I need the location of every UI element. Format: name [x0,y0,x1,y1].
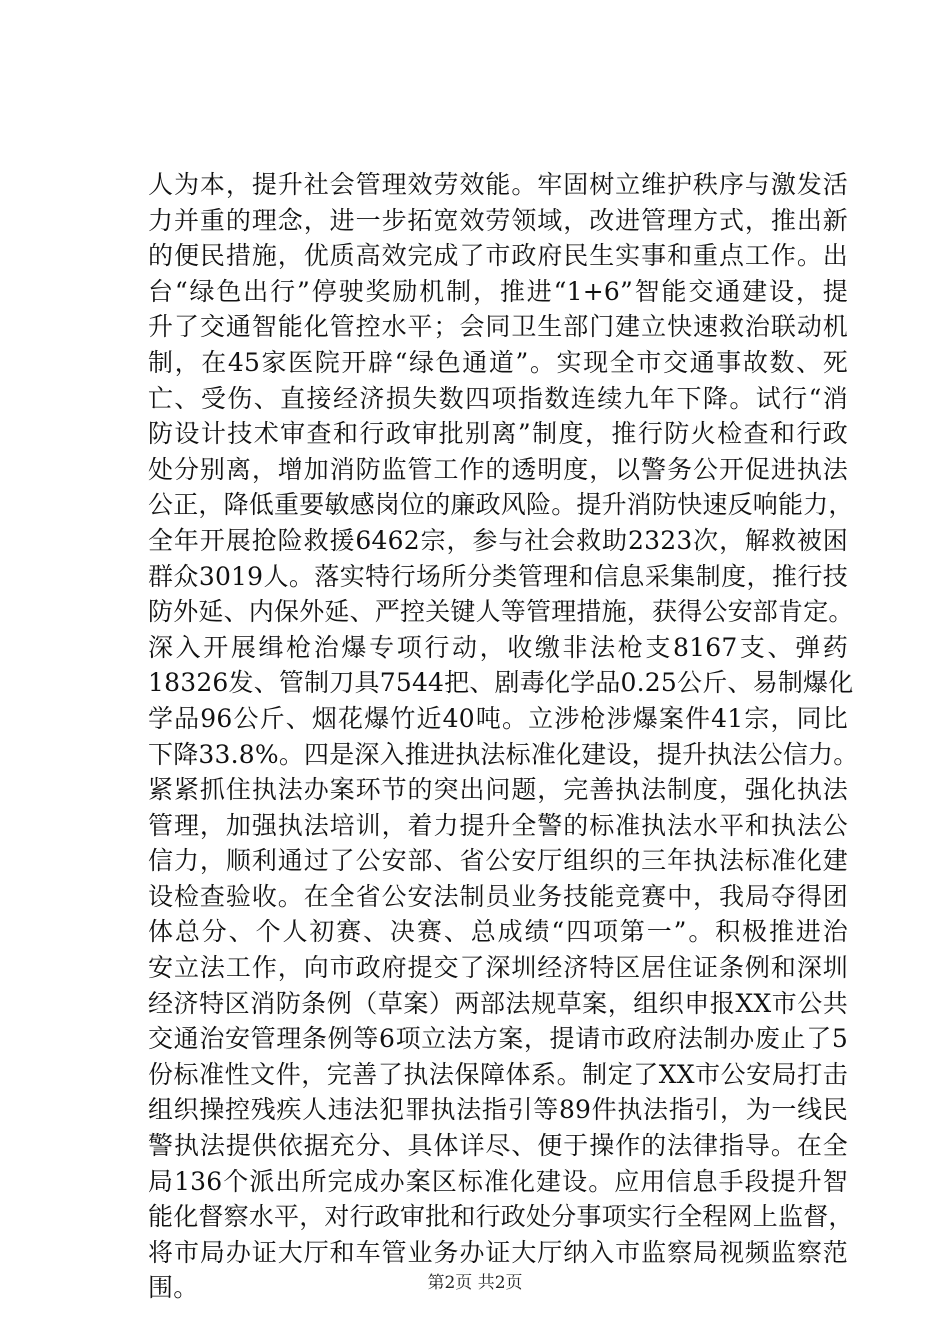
text-line: 群众3019人。落实特行场所分类管理和信息采集制度，推行技 [148,561,848,591]
text-line: 安立法工作，向市政府提交了深圳经济特区居住证条例和深圳 [148,953,848,983]
text-line: 台“绿色出行”停驶奖励机制，推进“1+6”智能交通建设，提 [148,276,848,306]
text-line: 升了交通智能化管控水平；会同卫生部门建立快速救治联动机 [148,312,848,342]
text-line: 将市局办证大厅和车管业务办证大厅纳入市监察局视频监察范 [148,1237,848,1267]
text-line: 体总分、个人初赛、决赛、总成绩“四项第一”。积极推进治 [148,917,848,947]
text-line: 处分别离，增加消防监管工作的透明度，以警务公开促进执法 [148,454,848,484]
text-line: 防设计技术审查和行政审批别离”制度，推行防火检查和行政 [148,419,848,449]
text-line: 警执法提供依据充分、具体详尽、便于操作的法律指导。在全 [148,1131,848,1161]
text-line: 公正，降低重要敏感岗位的廉政风险。提升消防快速反响能力， [148,490,854,520]
text-line: 经济特区消防条例（草案）两部法规草案，组织申报XX市公共 [148,988,848,1018]
text-line: 亡、受伤、直接经济损失数四项指数连续九年下降。试行“消 [148,383,848,413]
text-line: 设检查验收。在全省公安法制员业务技能竞赛中，我局夺得团 [148,881,848,911]
body-paragraph [148,167,859,1306]
text-line: 制，在45家医院开辟“绿色通道”。实现全市交通事故数、死 [148,347,848,377]
text-line: 18326发、管制刀具7544把、剧毒化学品0.25公斤、易制爆化 [148,668,854,698]
text-line: 组织操控残疾人违法犯罪执法指引等89件执法指引，为一线民 [148,1095,848,1125]
text-line: 防外延、内保外延、严控关键人等管理措施，获得公安部肯定。 [148,597,854,627]
text-line: 全年开展抢险救援6462宗，参与社会救助2323次，解救被困 [148,525,848,555]
text-line: 力并重的理念，进一步拓宽效劳领域，改进管理方式，推出新 [148,205,848,235]
text-line: 下降33.8%。四是深入推进执法标准化建设，提升执法公信力。 [148,739,859,769]
text-line: 交通治安管理条例等6项立法方案，提请市政府法制办废止了5 [148,1024,848,1054]
text-line: 份标准性文件，完善了执法保障体系。制定了XX市公安局打击 [148,1059,848,1089]
text-line: 管理，加强执法培训，着力提升全警的标准执法水平和执法公 [148,810,848,840]
text-line: 深入开展缉枪治爆专项行动，收缴非法枪支8167支、弹药 [148,632,848,662]
text-line: 能化督察水平，对行政审批和行政处分事项实行全程网上监督， [148,1202,854,1232]
text-line: 信力，顺利通过了公安部、省公安厅组织的三年执法标准化建 [148,846,848,876]
text-line: 围。 [148,1273,199,1303]
text-line: 局136个派出所完成办案区标准化建设。应用信息手段提升智 [148,1166,848,1196]
page-footer: 第2页 共2页 [427,1273,523,1293]
text-line: 学品96公斤、烟花爆竹近40吨。立涉枪涉爆案件41宗，同比 [148,703,848,733]
text-line: 紧紧抓住执法办案环节的突出问题，完善执法制度，强化执法 [148,775,848,805]
text-line: 的便民措施，优质高效完成了市政府民生实事和重点工作。出 [148,241,848,271]
text-line: 人为本，提升社会管理效劳效能。牢固树立维护秩序与激发活 [148,170,848,199]
